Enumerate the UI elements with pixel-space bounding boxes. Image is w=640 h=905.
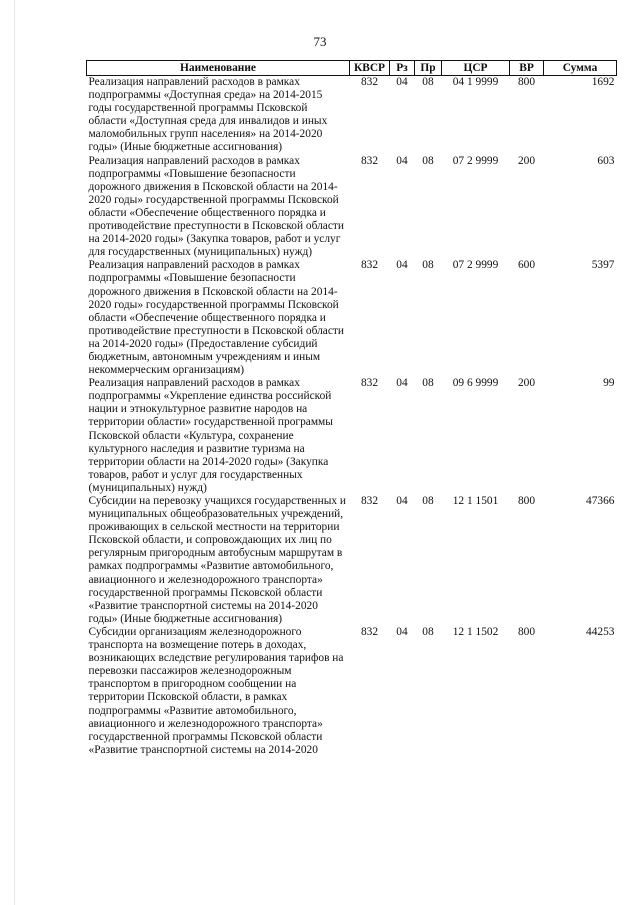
row-sum: 603: [597, 154, 615, 167]
table-row: [87, 495, 617, 626]
row-name: Реализация направлений расходов в рамках подпрограммы «Повышение безопасности дорожного движения в Псковской области на 2014-2020 годы» государственной программы Псковской области «Обеспечение общественного порядка и противодействие преступности в Псковской области на 2014-2020 годы» (Предоставление субсидий бюджетным, автономным учреждениям и иным некоммерческим организациям): [88, 259, 344, 377]
row-sum: 1692: [591, 76, 615, 88]
row-csr: 07 2 9999: [452, 259, 499, 272]
row-rz: 04: [396, 377, 408, 390]
table-row: [87, 259, 617, 377]
row-csr: 04 1 9999: [452, 76, 499, 88]
header-rz: Рз: [390, 61, 415, 76]
header-sum: Сумма: [544, 61, 617, 76]
row-vr: 200: [517, 154, 536, 167]
header-kvsr: КВСР: [350, 61, 390, 76]
row-kvsr: 832: [360, 259, 379, 272]
row-pr: 08: [422, 76, 434, 88]
table-row: [87, 155, 617, 260]
header-name: Наименование: [87, 61, 350, 76]
header-vr: ВР: [510, 61, 544, 76]
page-number: 73: [313, 34, 327, 49]
row-sum: 47366: [586, 495, 615, 507]
table-row: [87, 377, 617, 495]
row-csr: 09 6 9999: [452, 377, 499, 390]
row-sum: 5397: [591, 259, 615, 272]
header-pr: Пр: [415, 61, 442, 76]
row-rz: 04: [396, 625, 408, 638]
row-pr: 08: [422, 154, 434, 167]
budget-table: [86, 60, 617, 757]
row-kvsr: 832: [360, 76, 379, 88]
row-csr: 12 1 1502: [452, 625, 499, 638]
row-vr: 800: [517, 625, 536, 638]
row-name: Субсидии на перевозку учащихся государственных и муниципальных общеобразовательных учреждений, проживающих в сельской местности на территории Псковской области, и сопровождающих их лиц по регулярным пригородным автобусным маршрутам в рамках подпрограммы «Развитие автомобильного, авиационного и железнодорожного транспорта» государственной программы Псковской области «Развитие транспортной системы на 2014-2020 годы» (Иные бюджетные ассигнования): [88, 495, 346, 625]
row-name: Субсидии организациям железнодорожного транспорта на возмещение потерь в доходах, возникающих вследствие регулирования тарифов на перевозки пассажиров железнодорожным транспортом в пригородном сообщении на территории Псковской области, в рамках подпрограммы «Развитие автомобильного, авиационного и железнодорожного транспорта» государственной программы Псковской области «Развитие транспортной системы на 2014-2020: [88, 625, 344, 756]
row-kvsr: 832: [360, 625, 379, 638]
row-name: Реализация направлений расходов в рамках подпрограммы «Укрепление единства российской нации и этнокультурное развитие народов на территории области» государственной программы Псковской области «Культура, сохранение культурного наследия и развитие туризма на территории области на 2014-2020 годы» (Закупка товаров, работ и услуг для государственных (муниципальных) нужд): [88, 377, 333, 494]
row-pr: 08: [422, 377, 434, 390]
row-sum: 99: [603, 377, 615, 390]
row-name: Реализация направлений расходов в рамках подпрограммы «Доступная среда» на 2014-2015 годы государственной программы Псковской области «Доступная среда для инвалидов и иных маломобильных групп населения» на 2014-2020 годы» (Иные бюджетные ассигнования): [88, 76, 328, 154]
row-pr: 08: [422, 495, 434, 507]
row-pr: 08: [422, 259, 434, 272]
table-header: [87, 61, 617, 76]
row-vr: 800: [517, 76, 536, 88]
header-csr: ЦСР: [442, 61, 510, 76]
row-rz: 04: [396, 259, 408, 272]
scan-margin-line: [14, 0, 15, 905]
row-vr: 800: [517, 495, 536, 507]
row-kvsr: 832: [360, 377, 379, 390]
row-kvsr: 832: [360, 154, 379, 167]
row-sum: 44253: [586, 625, 615, 638]
row-rz: 04: [396, 495, 408, 507]
row-rz: 04: [396, 76, 408, 88]
row-pr: 08: [422, 625, 434, 638]
table-body: [87, 76, 617, 757]
table-row: [87, 626, 617, 757]
row-vr: 600: [517, 259, 536, 272]
row-csr: 07 2 9999: [452, 154, 499, 167]
row-rz: 04: [396, 154, 408, 167]
row-vr: 200: [517, 377, 536, 390]
row-kvsr: 832: [360, 495, 379, 507]
row-name: Реализация направлений расходов в рамках подпрограммы «Повышение безопасности дорожного движения в Псковской области на 2014-2020 годы» государственной программы Псковской области «Обеспечение общественного порядка и противодействие преступности в Псковской области на 2014-2020 годы» (Закупка товаров, работ и услуг для государственных (муниципальных) нужд): [88, 154, 344, 259]
row-csr: 12 1 1501: [452, 495, 499, 507]
table-row: [87, 76, 617, 155]
